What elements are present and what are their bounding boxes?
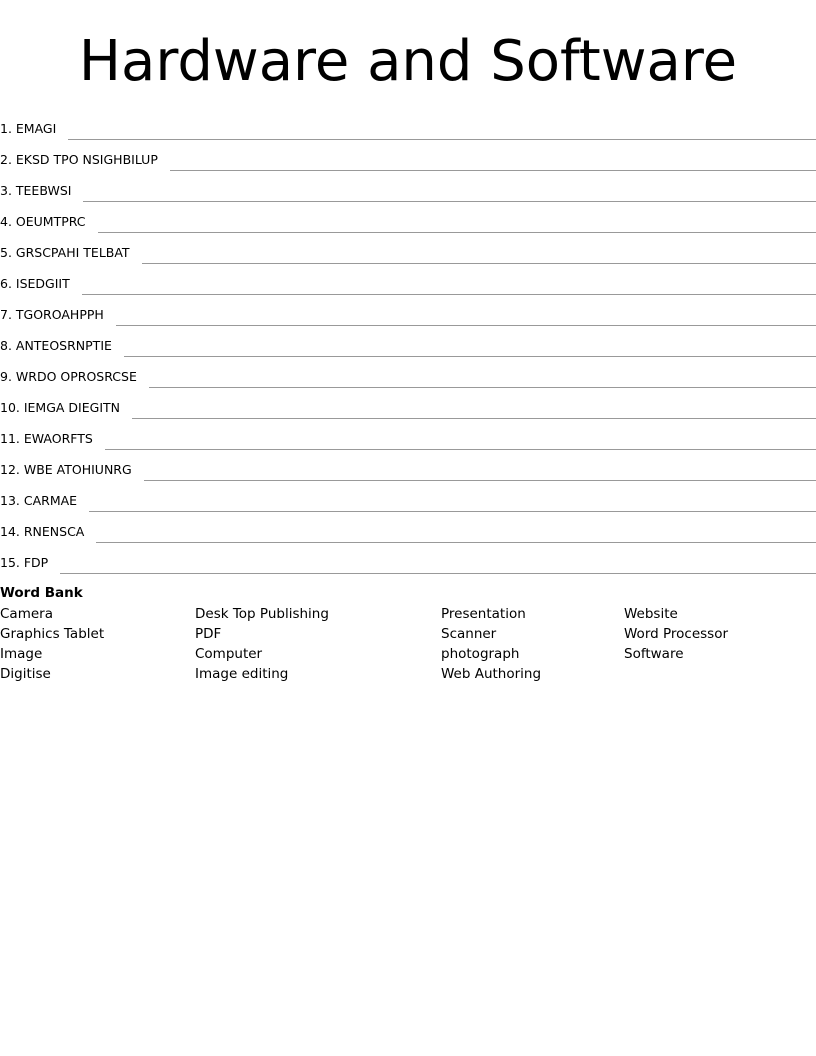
question-row xyxy=(0,202,816,233)
question-row xyxy=(0,171,816,202)
answer-line[interactable] xyxy=(170,170,816,171)
word-bank-item: Scanner xyxy=(441,626,497,642)
question-row xyxy=(0,388,816,419)
answer-line[interactable] xyxy=(116,325,816,326)
answer-line[interactable] xyxy=(142,263,816,264)
answer-line[interactable] xyxy=(149,387,816,388)
answer-line[interactable] xyxy=(96,542,816,543)
answer-line[interactable] xyxy=(98,232,816,233)
word-bank-item: Presentation xyxy=(441,606,526,622)
word-bank-column xyxy=(441,604,541,684)
question-row xyxy=(0,109,816,140)
question-label: 1. EMAGI xyxy=(0,121,57,136)
word-bank-item: Software xyxy=(624,646,684,662)
question-label: 12. WBE ATOHIUNRG xyxy=(0,462,132,477)
question-row xyxy=(0,140,816,171)
word-bank-column xyxy=(195,604,329,684)
answer-line[interactable] xyxy=(144,480,816,481)
word-bank-item: Digitise xyxy=(0,666,51,682)
page-title: Hardware and Software xyxy=(78,29,738,94)
word-bank-item: Desk Top Publishing xyxy=(195,606,329,622)
word-bank-item: Camera xyxy=(0,606,53,622)
word-bank-column xyxy=(624,604,728,664)
word-bank-item: Computer xyxy=(195,646,263,662)
question-label: 2. EKSD TPO NSIGHBILUP xyxy=(0,152,158,167)
question-label: 11. EWAORFTS xyxy=(0,431,93,446)
word-bank-item: Website xyxy=(624,606,678,622)
question-label: 7. TGOROAHPPH xyxy=(0,307,104,322)
question-row xyxy=(0,326,816,357)
question-label: 5. GRSCPAHI TELBAT xyxy=(0,245,130,260)
word-bank-column xyxy=(0,604,104,684)
word-bank-item: Image xyxy=(0,646,43,662)
question-row xyxy=(0,419,816,450)
question-label: 4. OEUMTPRC xyxy=(0,214,86,229)
question-label: 3. TEEBWSI xyxy=(0,183,72,198)
word-bank-item: PDF xyxy=(195,626,222,642)
question-label: 13. CARMAE xyxy=(0,493,78,508)
question-row xyxy=(0,450,816,481)
question-row xyxy=(0,233,816,264)
answer-line[interactable] xyxy=(68,139,816,140)
question-row xyxy=(0,357,816,388)
question-row xyxy=(0,543,816,574)
question-label: 10. IEMGA DIEGITN xyxy=(0,400,121,415)
answer-line[interactable] xyxy=(60,573,816,574)
word-bank-item: Web Authoring xyxy=(441,666,542,682)
answer-line[interactable] xyxy=(82,294,816,295)
word-bank-item: Image editing xyxy=(195,666,289,682)
question-row xyxy=(0,295,816,326)
word-bank-item: photograph xyxy=(441,646,520,662)
question-label: 8. ANTEOSRNPTIE xyxy=(0,338,112,353)
answer-line[interactable] xyxy=(83,201,816,202)
word-bank-heading: Word Bank xyxy=(0,585,83,601)
question-row xyxy=(0,512,816,543)
question-label: 14. RNENSCA xyxy=(0,524,85,539)
answer-line[interactable] xyxy=(89,511,816,512)
question-list xyxy=(0,109,816,574)
question-label: 9. WRDO OPROSRCSE xyxy=(0,369,137,384)
question-row xyxy=(0,481,816,512)
question-label: 6. ISEDGIIT xyxy=(0,276,70,291)
answer-line[interactable] xyxy=(105,449,816,450)
answer-line[interactable] xyxy=(132,418,816,419)
question-label: 15. FDP xyxy=(0,555,49,570)
answer-line[interactable] xyxy=(124,356,816,357)
word-bank-grid xyxy=(0,604,816,684)
question-row xyxy=(0,264,816,295)
word-bank xyxy=(0,584,816,684)
word-bank-item: Word Processor xyxy=(624,626,729,642)
word-bank-item: Graphics Tablet xyxy=(0,626,105,642)
